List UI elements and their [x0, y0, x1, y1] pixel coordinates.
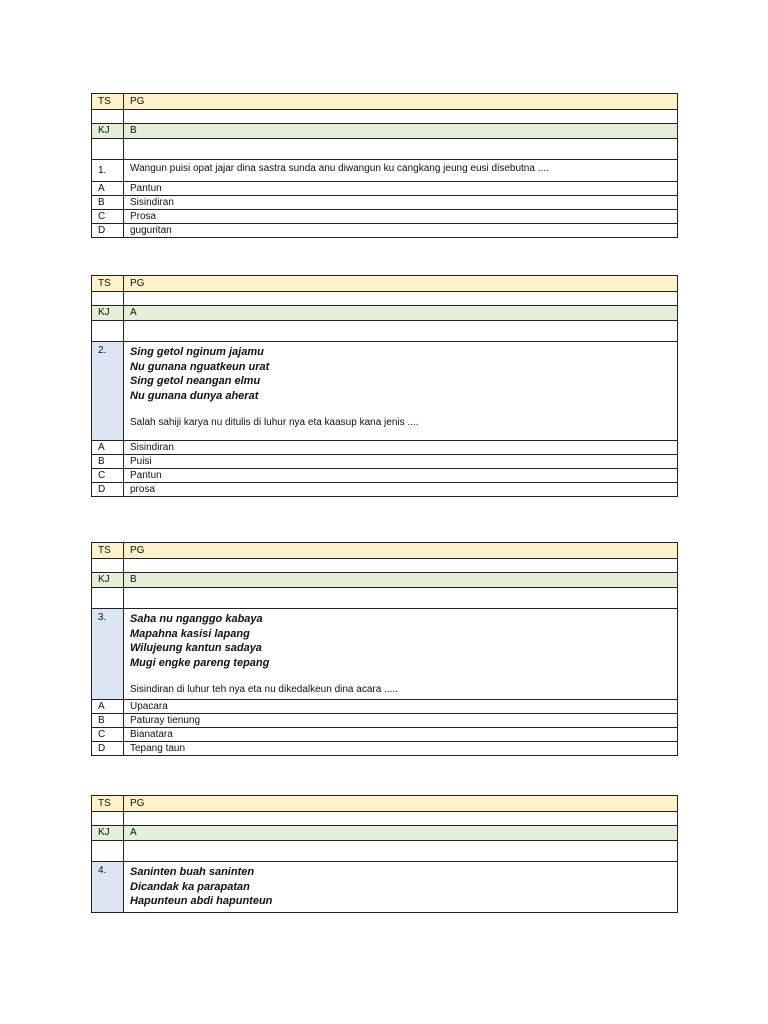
question-body — [124, 609, 678, 700]
poem-line: Hapunteun abdi hapunteun — [130, 895, 273, 907]
poem-line: Mapahna kasisi lapang — [130, 627, 250, 640]
ts-value: PG — [124, 94, 678, 110]
poem-line: Saha nu nganggo kabaya — [130, 613, 263, 625]
blank-cell — [124, 559, 678, 573]
kj-value: B — [124, 124, 678, 139]
option-text: Pantun — [124, 182, 678, 196]
option-text: Paturay tienung — [124, 714, 678, 728]
blank-cell — [92, 139, 124, 160]
option-key: A — [92, 182, 124, 196]
blank-cell — [124, 841, 678, 862]
question-number: 1. — [92, 160, 124, 182]
ts-label: TS — [92, 543, 124, 559]
kj-label: KJ — [92, 573, 124, 588]
option-key: A — [92, 441, 124, 455]
option-text: Puisi — [124, 455, 678, 469]
ts-label: TS — [92, 796, 124, 812]
kj-value: B — [124, 573, 678, 588]
question-number: 3. — [92, 609, 124, 700]
kj-label: KJ — [92, 306, 124, 321]
question-body — [124, 342, 678, 441]
option-key: C — [92, 728, 124, 742]
kj-label: KJ — [92, 124, 124, 139]
poem-line: Nu gunana dunya aherat — [130, 389, 259, 402]
blank-cell — [92, 292, 124, 306]
question-table-3 — [91, 542, 678, 756]
blank-cell — [92, 812, 124, 826]
question-text: Wangun puisi opat jajar dina sastra sunda anu diwangun ku cangkang jeung eusi disebutna .... — [124, 160, 678, 182]
option-text: prosa — [124, 483, 678, 497]
poem-line: Sing getol neangan elmu — [130, 375, 261, 387]
question-number: 4. — [92, 862, 124, 913]
ts-label: TS — [92, 276, 124, 292]
option-key: D — [92, 742, 124, 756]
poem-line: Sing getol nginum jajamu — [130, 346, 264, 358]
option-key: B — [92, 196, 124, 210]
question-table-4 — [91, 795, 678, 913]
option-text: Sisindiran — [124, 441, 678, 455]
question-body — [124, 862, 678, 913]
blank-cell — [124, 110, 678, 124]
poem-line: Wilujeung kantun sadaya — [130, 642, 262, 654]
question-number: 2. — [92, 342, 124, 441]
ts-label: TS — [92, 94, 124, 110]
kj-value: A — [124, 306, 678, 321]
poem — [130, 345, 671, 403]
ts-value: PG — [124, 796, 678, 812]
blank-cell — [92, 110, 124, 124]
option-text: Upacara — [124, 700, 678, 714]
option-text: Sisindiran — [124, 196, 678, 210]
poem-line: Dicandak ka parapatan — [130, 880, 250, 893]
blank-cell — [124, 139, 678, 160]
option-text: Prosa — [124, 210, 678, 224]
option-text: Tepang taun — [124, 742, 678, 756]
option-key: C — [92, 210, 124, 224]
kj-value: A — [124, 826, 678, 841]
option-key: B — [92, 714, 124, 728]
option-key: B — [92, 455, 124, 469]
option-text: Pantun — [124, 469, 678, 483]
ts-value: PG — [124, 543, 678, 559]
blank-cell — [124, 292, 678, 306]
poem-line: Mugi engke pareng tepang — [130, 656, 270, 669]
poem-line: Saninten buah saninten — [130, 866, 255, 878]
blank-cell — [124, 321, 678, 342]
blank-cell — [124, 812, 678, 826]
poem — [130, 865, 671, 909]
option-key: A — [92, 700, 124, 714]
option-text: guguritan — [124, 224, 678, 238]
question-table-1 — [91, 93, 678, 238]
poem — [130, 612, 671, 670]
option-key: D — [92, 224, 124, 238]
question-table-2 — [91, 275, 678, 497]
question-prompt: Salah sahiji karya nu ditulis di luhur nya eta kaasup kana jenis .... — [130, 417, 419, 428]
option-text: Bianatara — [124, 728, 678, 742]
blank-cell — [92, 559, 124, 573]
blank-cell — [92, 321, 124, 342]
blank-cell — [124, 588, 678, 609]
kj-label: KJ — [92, 826, 124, 841]
poem-line: Nu gunana nguatkeun urat — [130, 360, 270, 373]
option-key: C — [92, 469, 124, 483]
question-prompt: Sisindiran di luhur teh nya eta nu dikedalkeun dina acara ..... — [130, 684, 398, 695]
option-key: D — [92, 483, 124, 497]
ts-value: PG — [124, 276, 678, 292]
blank-cell — [92, 841, 124, 862]
blank-cell — [92, 588, 124, 609]
